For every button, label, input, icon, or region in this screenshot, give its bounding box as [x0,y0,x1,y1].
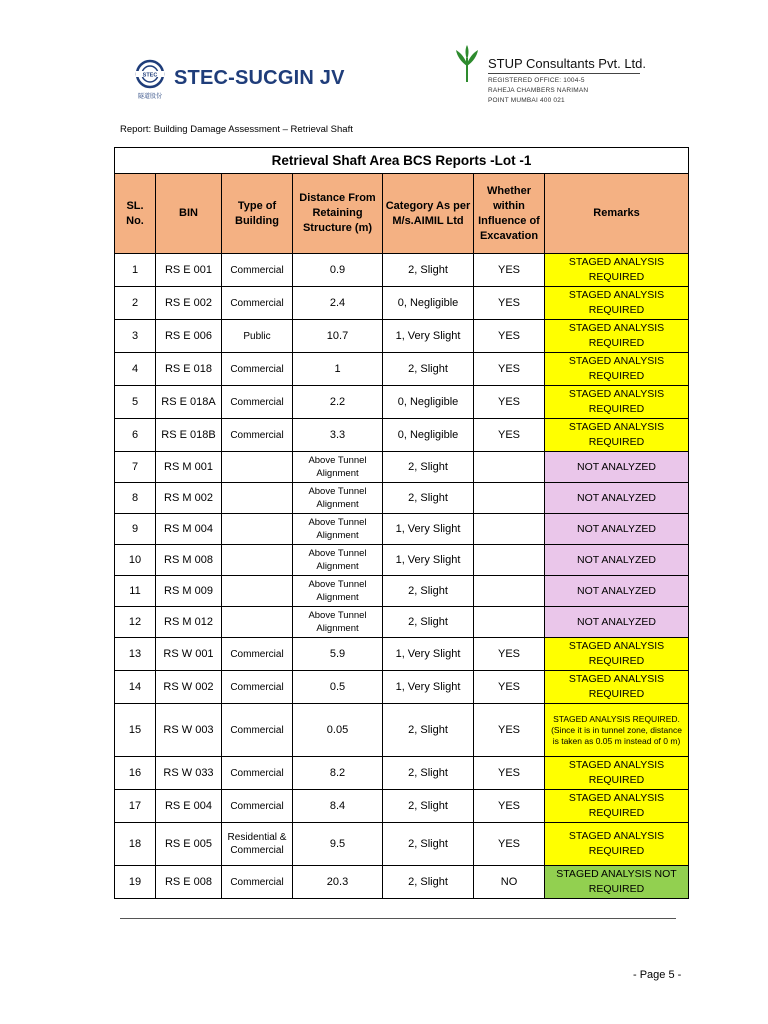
category-cell: 0, Negligible [383,386,474,419]
bcs-report-table [114,147,689,899]
category-cell: 2, Slight [383,452,474,483]
influence-cell: YES [474,757,545,790]
table-row [115,790,689,823]
table-title: Retrieval Shaft Area BCS Reports -Lot -1 [115,148,689,174]
distance-cell: Above Tunnel Alignment [293,545,383,576]
distance-cell: 8.4 [293,790,383,823]
influence-cell: YES [474,254,545,287]
table-row [115,353,689,386]
table-header-row [115,174,689,254]
column-header: Distance From Retaining Structure (m) [293,174,383,254]
remarks-cell: NOT ANALYZED [545,607,689,638]
sl-no-cell: 17 [115,790,156,823]
remarks-cell: STAGED ANALYSIS REQUIRED [545,386,689,419]
distance-cell: 3.3 [293,419,383,452]
bin-cell: RS W 033 [156,757,222,790]
bin-cell: RS W 001 [156,638,222,671]
distance-cell: 5.9 [293,638,383,671]
influence-cell: YES [474,790,545,823]
bin-cell: RS E 008 [156,866,222,899]
building-type-cell: Commercial [222,353,293,386]
bin-cell: RS W 002 [156,671,222,704]
building-type-cell [222,607,293,638]
remarks-cell: STAGED ANALYSIS REQUIRED [545,353,689,386]
sl-no-cell: 2 [115,287,156,320]
category-cell: 2, Slight [383,607,474,638]
building-type-cell [222,483,293,514]
building-type-cell: Commercial [222,254,293,287]
influence-cell: YES [474,287,545,320]
influence-cell: YES [474,320,545,353]
influence-cell [474,452,545,483]
sl-no-cell: 12 [115,607,156,638]
sl-no-cell: 16 [115,757,156,790]
category-cell: 1, Very Slight [383,514,474,545]
bin-cell: RS E 005 [156,823,222,866]
category-cell: 2, Slight [383,483,474,514]
influence-cell: NO [474,866,545,899]
building-type-cell [222,514,293,545]
remarks-cell: NOT ANALYZED [545,483,689,514]
remarks-cell: NOT ANALYZED [545,452,689,483]
table-row [115,866,689,899]
emblem-badge: STEC [142,72,158,79]
building-type-cell: Commercial [222,419,293,452]
column-header: Category As per M/s.AIMIL Ltd [383,174,474,254]
distance-cell: 9.5 [293,823,383,866]
distance-cell: 1 [293,353,383,386]
bin-cell: RS M 008 [156,545,222,576]
bin-cell: RS E 018A [156,386,222,419]
plant-logo-icon [453,44,481,84]
table-row [115,254,689,287]
building-type-cell: Commercial [222,757,293,790]
distance-cell: 0.9 [293,254,383,287]
building-type-cell [222,452,293,483]
table-row [115,287,689,320]
building-type-cell: Commercial [222,866,293,899]
column-header: BIN [156,174,222,254]
stec-emblem-icon [134,58,170,104]
bin-cell: RS M 004 [156,514,222,545]
table-row [115,545,689,576]
sl-no-cell: 1 [115,254,156,287]
remarks-cell: STAGED ANALYSIS REQUIRED [545,320,689,353]
building-type-cell: Commercial [222,790,293,823]
remarks-cell: STAGED ANALYSIS REQUIRED [545,254,689,287]
category-cell: 2, Slight [383,704,474,757]
building-type-cell: Residential & Commercial [222,823,293,866]
column-header: Remarks [545,174,689,254]
address-line: POINT MUMBAI 400 021 [488,97,565,104]
distance-cell: Above Tunnel Alignment [293,483,383,514]
table-row [115,419,689,452]
bin-cell: RS W 003 [156,704,222,757]
distance-cell: Above Tunnel Alignment [293,452,383,483]
distance-cell: 20.3 [293,866,383,899]
table-row [115,607,689,638]
building-type-cell: Public [222,320,293,353]
category-cell: 1, Very Slight [383,638,474,671]
sl-no-cell: 13 [115,638,156,671]
category-cell: 2, Slight [383,576,474,607]
address-line: RAHEJA CHAMBERS NARIMAN [488,87,589,94]
sl-no-cell: 18 [115,823,156,866]
distance-cell: 2.2 [293,386,383,419]
remarks-cell: STAGED ANALYSIS REQUIRED [545,757,689,790]
influence-cell [474,576,545,607]
footer-rule [120,918,676,919]
table-row [115,823,689,866]
sl-no-cell: 15 [115,704,156,757]
influence-cell [474,483,545,514]
category-cell: 2, Slight [383,757,474,790]
bin-cell: RS E 002 [156,287,222,320]
table-row [115,671,689,704]
category-cell: 1, Very Slight [383,545,474,576]
category-cell: 0, Negligible [383,419,474,452]
table-row [115,386,689,419]
table-row [115,757,689,790]
distance-cell: 8.2 [293,757,383,790]
table-row [115,704,689,757]
stec-sucgin-logo [134,58,374,108]
influence-cell: YES [474,704,545,757]
distance-cell: 0.5 [293,671,383,704]
remarks-cell: STAGED ANALYSIS REQUIRED [545,419,689,452]
distance-cell: 2.4 [293,287,383,320]
category-cell: 2, Slight [383,866,474,899]
remarks-cell: STAGED ANALYSIS REQUIRED [545,287,689,320]
building-type-cell: Commercial [222,671,293,704]
distance-cell: Above Tunnel Alignment [293,576,383,607]
sl-no-cell: 9 [115,514,156,545]
page-number: - Page 5 - [633,969,682,981]
table-row [115,483,689,514]
sl-no-cell: 8 [115,483,156,514]
sl-no-cell: 11 [115,576,156,607]
sl-no-cell: 10 [115,545,156,576]
bin-cell: RS E 018B [156,419,222,452]
remarks-cell: NOT ANALYZED [545,576,689,607]
distance-cell: Above Tunnel Alignment [293,607,383,638]
bin-cell: RS E 006 [156,320,222,353]
bin-cell: RS M 012 [156,607,222,638]
influence-cell: YES [474,419,545,452]
table-row [115,638,689,671]
influence-cell: YES [474,671,545,704]
influence-cell [474,514,545,545]
remarks-cell: STAGED ANALYSIS REQUIRED. (Since it is in tunnel zone, distance is taken as 0.05 m instead of 0 m) [545,704,689,757]
table-row [115,514,689,545]
category-cell: 2, Slight [383,353,474,386]
category-cell: 1, Very Slight [383,671,474,704]
remarks-cell: NOT ANALYZED [545,514,689,545]
building-type-cell [222,576,293,607]
sl-no-cell: 14 [115,671,156,704]
building-type-cell: Commercial [222,704,293,757]
sl-no-cell: 4 [115,353,156,386]
report-subtitle: Report: Building Damage Assessment – Retrieval Shaft [120,124,353,135]
sl-no-cell: 6 [115,419,156,452]
influence-cell [474,607,545,638]
sl-no-cell: 3 [115,320,156,353]
influence-cell: YES [474,823,545,866]
column-header: SL. No. [115,174,156,254]
sl-no-cell: 7 [115,452,156,483]
sl-no-cell: 19 [115,866,156,899]
category-cell: 1, Very Slight [383,320,474,353]
remarks-cell: STAGED ANALYSIS NOT REQUIRED [545,866,689,899]
distance-cell: 0.05 [293,704,383,757]
table-row [115,452,689,483]
remarks-cell: STAGED ANALYSIS REQUIRED [545,638,689,671]
address-line: REGISTERED OFFICE: 1004-5 [488,77,585,84]
bin-cell: RS E 001 [156,254,222,287]
table-row [115,576,689,607]
right-logo-name: STUP Consultants Pvt. Ltd. [488,56,646,71]
remarks-cell: NOT ANALYZED [545,545,689,576]
building-type-cell [222,545,293,576]
category-cell: 2, Slight [383,790,474,823]
column-header: Whether within Influence of Excavation [474,174,545,254]
bin-cell: RS M 009 [156,576,222,607]
influence-cell: YES [474,353,545,386]
bin-cell: RS M 002 [156,483,222,514]
stup-logo [453,44,653,114]
influence-cell: YES [474,638,545,671]
distance-cell: Above Tunnel Alignment [293,514,383,545]
bin-cell: RS E 018 [156,353,222,386]
emblem-caption: 隧道股份 [137,93,163,100]
building-type-cell: Commercial [222,386,293,419]
category-cell: 2, Slight [383,823,474,866]
category-cell: 2, Slight [383,254,474,287]
right-logo-rule [488,73,640,74]
bin-cell: RS M 001 [156,452,222,483]
distance-cell: 10.7 [293,320,383,353]
sl-no-cell: 5 [115,386,156,419]
remarks-cell: STAGED ANALYSIS REQUIRED [545,790,689,823]
table-body [115,254,689,899]
column-header: Type of Building [222,174,293,254]
remarks-cell: STAGED ANALYSIS REQUIRED [545,823,689,866]
influence-cell: YES [474,386,545,419]
building-type-cell: Commercial [222,638,293,671]
influence-cell [474,545,545,576]
remarks-cell: STAGED ANALYSIS REQUIRED [545,671,689,704]
table-row [115,320,689,353]
building-type-cell: Commercial [222,287,293,320]
left-logo-name: STEC-SUCGIN JV [174,67,345,89]
category-cell: 0, Negligible [383,287,474,320]
bin-cell: RS E 004 [156,790,222,823]
